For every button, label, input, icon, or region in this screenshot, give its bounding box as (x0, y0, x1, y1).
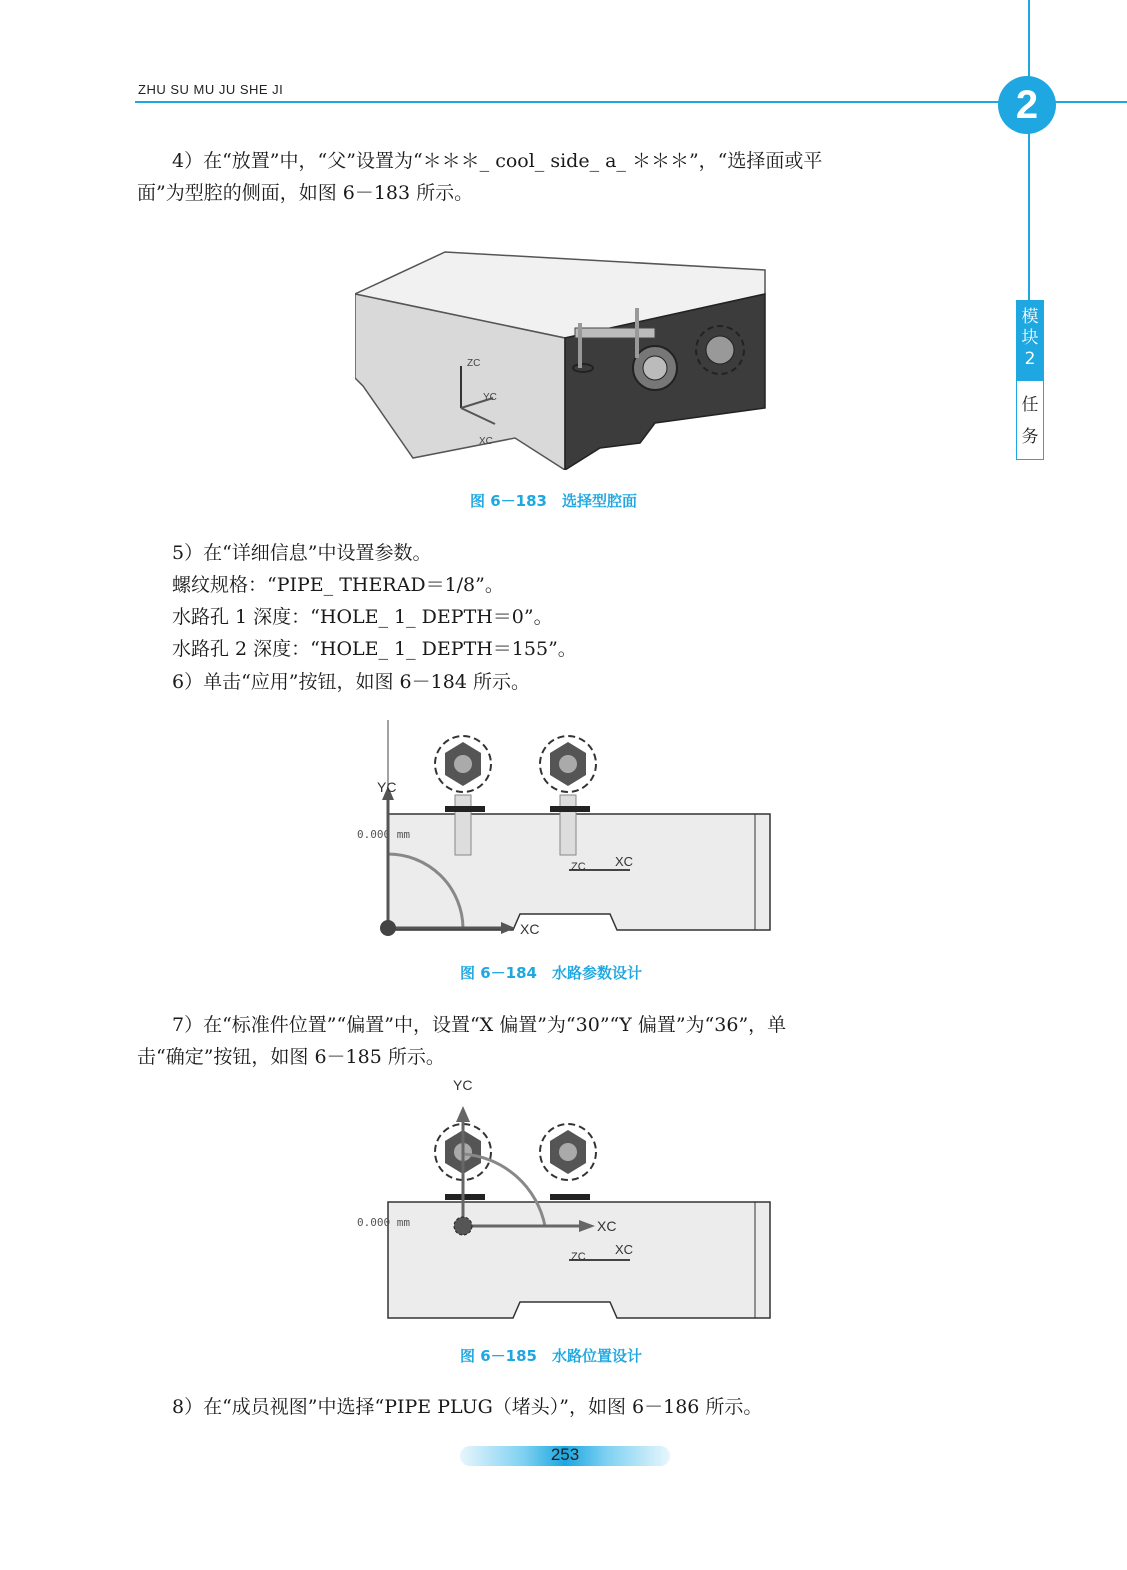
module-tab-label: 模块2 (1017, 301, 1043, 381)
header-rule (135, 101, 1127, 103)
dimension-label: 0.000 mm (357, 1216, 410, 1229)
xc-secondary-label: XC (615, 1242, 634, 1257)
step-8: 8）在“成员视图”中选择“PIPE PLUG（堵头）”，如图 6－186 所示。 (172, 1396, 763, 1418)
module-tab (1016, 300, 1044, 460)
figure-6-184 (355, 720, 775, 942)
step-4-line-1: 4）在“放置”中，“父”设置为“＊＊＊_ cool_ side_ a_ ＊＊＊”，“选择面或平 (172, 150, 823, 172)
step-7-line-1: 7）在“标准件位置”“偏置”中，设置“X 偏置”为“30”“Y 偏置”为“36”，单 (172, 1014, 787, 1036)
running-header: ZHU SU MU JU SHE JI (138, 82, 284, 97)
figure-6-183 (355, 248, 775, 470)
thread-spec: 螺纹规格：“PIPE_ THERAD＝1/8”。 (172, 574, 504, 596)
step-4-line-2: 面”为型腔的侧面，如图 6－183 所示。 (137, 182, 474, 204)
side-rule (1028, 0, 1030, 350)
zc-label: ZC (467, 358, 481, 369)
figure-6-185-caption: 图 6－185 水路位置设计 (460, 1347, 642, 1365)
page-number: 253 (550, 1445, 580, 1464)
yc-label: YC (483, 392, 497, 403)
yc-label: YC (377, 779, 397, 795)
step-7-line-2: 击“确定”按钮，如图 6－185 所示。 (137, 1046, 445, 1068)
hole-2-depth: 水路孔 2 深度：“HOLE_ 1_ DEPTH＝155”。 (172, 638, 577, 660)
figure-6-185 (355, 1078, 775, 1322)
dimension-label: 0.000 mm (357, 828, 410, 841)
xc-secondary-label: XC (615, 854, 634, 869)
chapter-badge: 2 (998, 76, 1056, 134)
figure-6-183-caption: 图 6－183 选择型腔面 (470, 492, 637, 510)
xc-label: XC (520, 921, 540, 937)
yc-label: YC (453, 1078, 473, 1093)
hole-1-depth: 水路孔 1 深度：“HOLE_ 1_ DEPTH＝0”。 (172, 606, 553, 628)
zc-label: ZC (571, 1251, 586, 1263)
xc-label: XC (597, 1218, 617, 1234)
zc-label: ZC (571, 861, 586, 873)
step-5: 5）在“详细信息”中设置参数。 (172, 542, 432, 564)
step-6: 6）单击“应用”按钮，如图 6－184 所示。 (172, 671, 530, 693)
task-tab-label: 任务 (1021, 395, 1039, 447)
xc-label: XC (479, 436, 493, 447)
figure-6-184-caption: 图 6－184 水路参数设计 (460, 964, 642, 982)
